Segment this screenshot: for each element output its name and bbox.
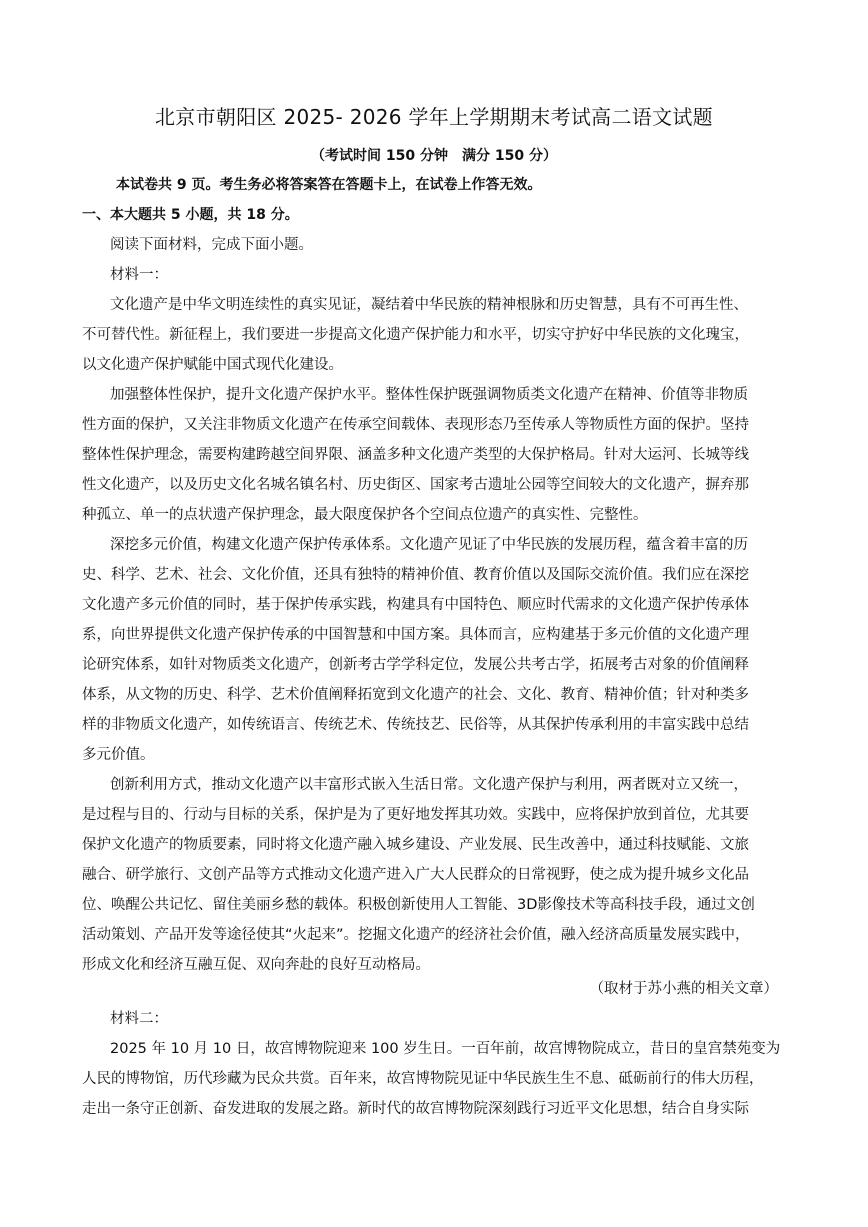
paragraph-line: 活动策划、产品开发等途径使其“火起来”。挖掘文化遗产的经济社会价值，融入经济高质量发展实践中， <box>82 927 750 943</box>
material-label: 材料一： <box>110 267 168 283</box>
paragraph-line: 形成文化和经济互融互促、双向奔赴的良好互动格局。 <box>82 957 430 973</box>
paragraph-line: 保护文化遗产的物质要素，同时将文化遗产融入城乡建设、产业发展、民生改善中，通过科技赋能、文旅 <box>82 837 749 853</box>
paragraph-line: 体系，从文物的历史、科学、艺术价值阐释拓宽到文化遗产的社会、文化、教育、精神价值；针对种类多 <box>82 687 749 703</box>
paragraph-line: 创新利用方式，推动文化遗产以丰富形式嵌入生活日常。文化遗产保护与利用，两者既对立又统一， <box>110 777 748 793</box>
exam-title: 北京市朝阳区 2025- 2026 学年上学期期末考试高二语文试题 <box>155 105 713 129</box>
instruction: 阅读下面材料，完成下面小题。 <box>110 237 313 253</box>
paragraph-line: 加强整体性保护，提升文化遗产保护水平。整体性保护既强调物质类文化遗产在精神、价值等非物质 <box>110 387 748 403</box>
paragraph-line: 位、唤醒公共记忆、留住美丽乡愁的载体。积极创新使用人工智能、3D影像技术等高科技手段，通过文创 <box>82 897 755 913</box>
paragraph-line: 是过程与目的、行动与目标的关系，保护是为了更好地发挥其功效。实践中，应将保护放到首位，尤其要 <box>82 807 749 823</box>
paragraph-line: 论研究体系，如针对物质类文化遗产，创新考古学学科定位，发展公共考古学，拓展考古对象的价值阐释 <box>82 657 749 673</box>
paragraph-line: 多元价值。 <box>82 747 155 763</box>
exam-notice: 本试卷共 9 页。考生务必将答案答在答题卡上，在试卷上作答无效。 <box>116 177 542 193</box>
paragraph-line: 整体性保护理念，需要构建跨越空间界限、涵盖多种文化遗产类型的大保护格局。针对大运河、长城等线 <box>82 447 749 463</box>
paragraph-line: 人民的博物馆，历代珍藏为民众共赏。百年来，故宫博物院见证中华民族生生不息、砥砺前行的伟大历程， <box>82 1071 764 1087</box>
paragraph-line: 走出一条守正创新、奋发进取的发展之路。新时代的故宫博物院深刻践行习近平文化思想，结合自身实际 <box>82 1101 749 1117</box>
paragraph-line: 深挖多元价值，构建文化遗产保护传承体系。文化遗产见证了中华民族的发展历程，蕴含着丰富的历 <box>110 537 748 553</box>
paragraph-line: 种孤立、单一的点状遗产保护理念，最大限度保护各个空间点位遗产的真实性、完整性。 <box>82 507 648 523</box>
paragraph-line: 2025 年 10 月 10 日，故宫博物院迎来 100 岁生日。一百年前，故宫博物院成立，昔日的皇宫禁苑变为 <box>110 1041 781 1057</box>
section-heading: 一、本大题共 5 小题，共 18 分。 <box>82 207 299 223</box>
material-label: 材料二： <box>110 1011 168 1027</box>
paragraph-line: 文化遗产是中华文明连续性的真实见证，凝结着中华民族的精神根脉和历史智慧，具有不可再生性、 <box>110 297 748 313</box>
paragraph-line: 融合、研学旅行、文创产品等方式推动文化遗产进入广大人民群众的日常视野，使之成为提升城乡文化品 <box>82 867 749 883</box>
exam-duration: （考试时间 150 分钟 满分 150 分） <box>311 148 557 164</box>
paragraph-line: 样的非物质文化遗产，如传统语言、传统艺术、传统技艺、民俗等，从其保护传承利用的丰富实践中总结 <box>82 717 749 733</box>
paragraph-line: 性文化遗产，以及历史文化名城名镇名村、历史街区、国家考古遗址公园等空间较大的文化遗产，摒弃那 <box>82 477 749 493</box>
paragraph-line: 性方面的保护，又关注非物质文化遗产在传承空间载体、表现形态乃至传承人等物质性方面的保护。坚持 <box>82 417 749 433</box>
paragraph-line: 不可替代性。新征程上，我们要进一步提高文化遗产保护能力和水平，切实守护好中华民族的文化瑰宝， <box>82 327 749 343</box>
paragraph-line: 史、科学、艺术、社会、文化价值，还具有独特的精神价值、教育价值以及国际交流价值。我们应在深挖 <box>82 567 749 583</box>
source-note: （取材于苏小燕的相关文章） <box>589 981 778 997</box>
paragraph-line: 文化遗产多元价值的同时，基于保护传承实践，构建具有中国特色、顺应时代需求的文化遗产保护传承体 <box>82 597 749 613</box>
paragraph-line: 系，向世界提供文化遗产保护传承的中国智慧和中国方案。具体而言，应构建基于多元价值的文化遗产理 <box>82 627 749 643</box>
paragraph-line: 以文化遗产保护赋能中国式现代化建设。 <box>82 357 343 373</box>
